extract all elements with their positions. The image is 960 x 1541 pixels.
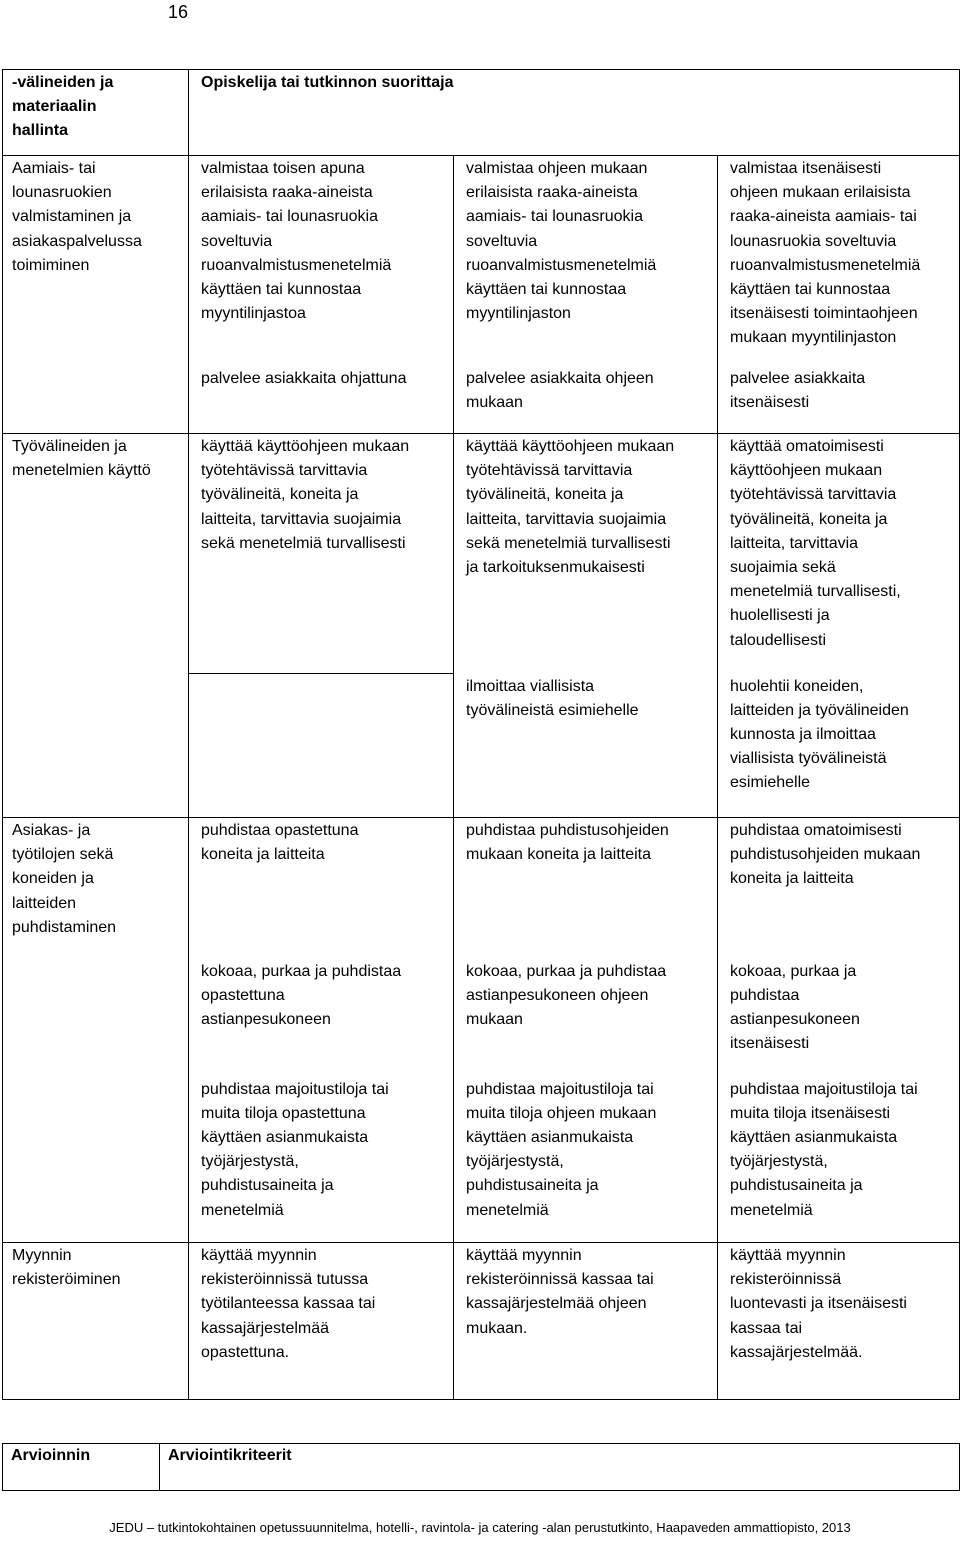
table-row	[3, 674, 960, 818]
section-label: Asiakas- ja työtilojen sekä koneiden ja laitteiden puhdistaminen	[3, 818, 189, 959]
criteria-cell: käyttää omatoimisesti käyttöohjeen mukaan työtehtävissä tarvittavia työvälineitä, koneita ja laitteita, tarvittavia suojaimia sekä menetelmiä turvallisesti, huolellisesti ja taloudellisesti	[718, 434, 960, 674]
evaluation-col2: Arviointikriteerit	[160, 1444, 960, 1491]
table-row	[3, 818, 960, 959]
section-label-continued	[3, 959, 189, 1077]
criteria-table	[2, 69, 960, 1400]
table-row	[3, 1243, 960, 1400]
table-row	[3, 366, 960, 434]
criteria-cell: palvelee asiakkaita itsenäisesti	[718, 366, 960, 434]
evaluation-col1: Arvioinnin	[3, 1444, 160, 1491]
criteria-cell: käyttää myynnin rekisteröinnissä kassaa tai kassajärjestelmää ohjeen mukaan.	[454, 1243, 718, 1400]
criteria-cell: puhdistaa majoitustiloja tai muita tiloja opastettuna käyttäen asianmukaista työjärjestystä, puhdistusaineita ja menetelmiä	[189, 1077, 454, 1243]
criteria-cell: kokoaa, purkaa ja puhdistaa opastettuna astianpesukoneen	[189, 959, 454, 1077]
header-left-cell: -välineiden ja materiaalin hallinta	[3, 70, 189, 156]
section-label-continued	[3, 1077, 189, 1243]
evaluation-header-row	[3, 1444, 960, 1491]
table-row	[3, 156, 960, 366]
criteria-cell: puhdistaa majoitustiloja tai muita tiloja itsenäisesti käyttäen asianmukaista työjärjestystä, puhdistusaineita ja menetelmiä	[718, 1077, 960, 1243]
criteria-cell: valmistaa itsenäisesti ohjeen mukaan erilaisista raaka-aineista aamiais- tai lounasruokia soveltuvia ruoanvalmistusmenetelmiä käyttäen tai kunnostaa itsenäisesti toimintaohjeen mukaan myyntilinjaston	[718, 156, 960, 366]
table-row	[3, 434, 960, 674]
section-label-continued	[3, 366, 189, 434]
criteria-cell: puhdistaa puhdistusohjeiden mukaan koneita ja laitteita	[454, 818, 718, 959]
criteria-cell: käyttää käyttöohjeen mukaan työtehtävissä tarvittavia työvälineitä, koneita ja laitteita, tarvittavia suojaimia sekä menetelmiä turvallisesti	[189, 434, 454, 674]
page-footer: JEDU – tutkintokohtainen opetussuunnitelma, hotelli-, ravintola- ja catering -alan perustutkinto, Haapaveden ammattiopisto, 2013	[109, 1520, 851, 1535]
section-label: Myynnin rekisteröiminen	[3, 1243, 189, 1400]
criteria-cell: puhdistaa omatoimisesti puhdistusohjeiden mukaan koneita ja laitteita	[718, 818, 960, 959]
criteria-cell: kokoaa, purkaa ja puhdistaa astianpesukoneen itsenäisesti	[718, 959, 960, 1077]
page-number: 16	[168, 2, 189, 22]
criteria-cell: huolehtii koneiden, laitteiden ja työvälineiden kunnosta ja ilmoittaa viallisista työvälineistä esimiehelle	[718, 674, 960, 818]
section-label: Aamiais- tai lounasruokien valmistaminen ja asiakaspalvelussa toimiminen	[3, 156, 189, 366]
criteria-cell: palvelee asiakkaita ohjattuna	[189, 366, 454, 434]
criteria-cell: valmistaa ohjeen mukaan erilaisista raaka-aineista aamiais- tai lounasruokia soveltuvia ruoanvalmistusmenetelmiä käyttäen tai kunnostaa myyntilinjaston	[454, 156, 718, 366]
criteria-cell: käyttää käyttöohjeen mukaan työtehtävissä tarvittavia työvälineitä, koneita ja laitteita, tarvittavia suojaimia sekä menetelmiä turvallisesti ja tarkoituksenmukaisesti	[454, 434, 718, 674]
evaluation-table	[2, 1443, 960, 1491]
section-label-continued	[3, 674, 189, 818]
table-header-row	[3, 70, 960, 156]
section-label: Työvälineiden ja menetelmien käyttö	[3, 434, 189, 674]
criteria-cell: ilmoittaa viallisista työvälineistä esimiehelle	[454, 674, 718, 818]
criteria-cell: käyttää myynnin rekisteröinnissä tutussa työtilanteessa kassaa tai kassajärjestelmää opastettuna.	[189, 1243, 454, 1400]
table-row	[3, 959, 960, 1077]
criteria-cell: kokoaa, purkaa ja puhdistaa astianpesukoneen ohjeen mukaan	[454, 959, 718, 1077]
criteria-cell	[189, 674, 454, 818]
criteria-cell: puhdistaa opastettuna koneita ja laitteita	[189, 818, 454, 959]
table-row	[3, 1077, 960, 1243]
criteria-cell: palvelee asiakkaita ohjeen mukaan	[454, 366, 718, 434]
criteria-cell: käyttää myynnin rekisteröinnissä luontevasti ja itsenäisesti kassaa tai kassajärjestelmää.	[718, 1243, 960, 1400]
criteria-cell: valmistaa toisen apuna erilaisista raaka-aineista aamiais- tai lounasruokia soveltuvia ruoanvalmistusmenetelmiä käyttäen tai kunnostaa myyntilinjastoa	[189, 156, 454, 366]
header-right-cell: Opiskelija tai tutkinnon suorittaja	[189, 70, 960, 156]
criteria-cell: puhdistaa majoitustiloja tai muita tiloja ohjeen mukaan käyttäen asianmukaista työjärjestystä, puhdistusaineita ja menetelmiä	[454, 1077, 718, 1243]
